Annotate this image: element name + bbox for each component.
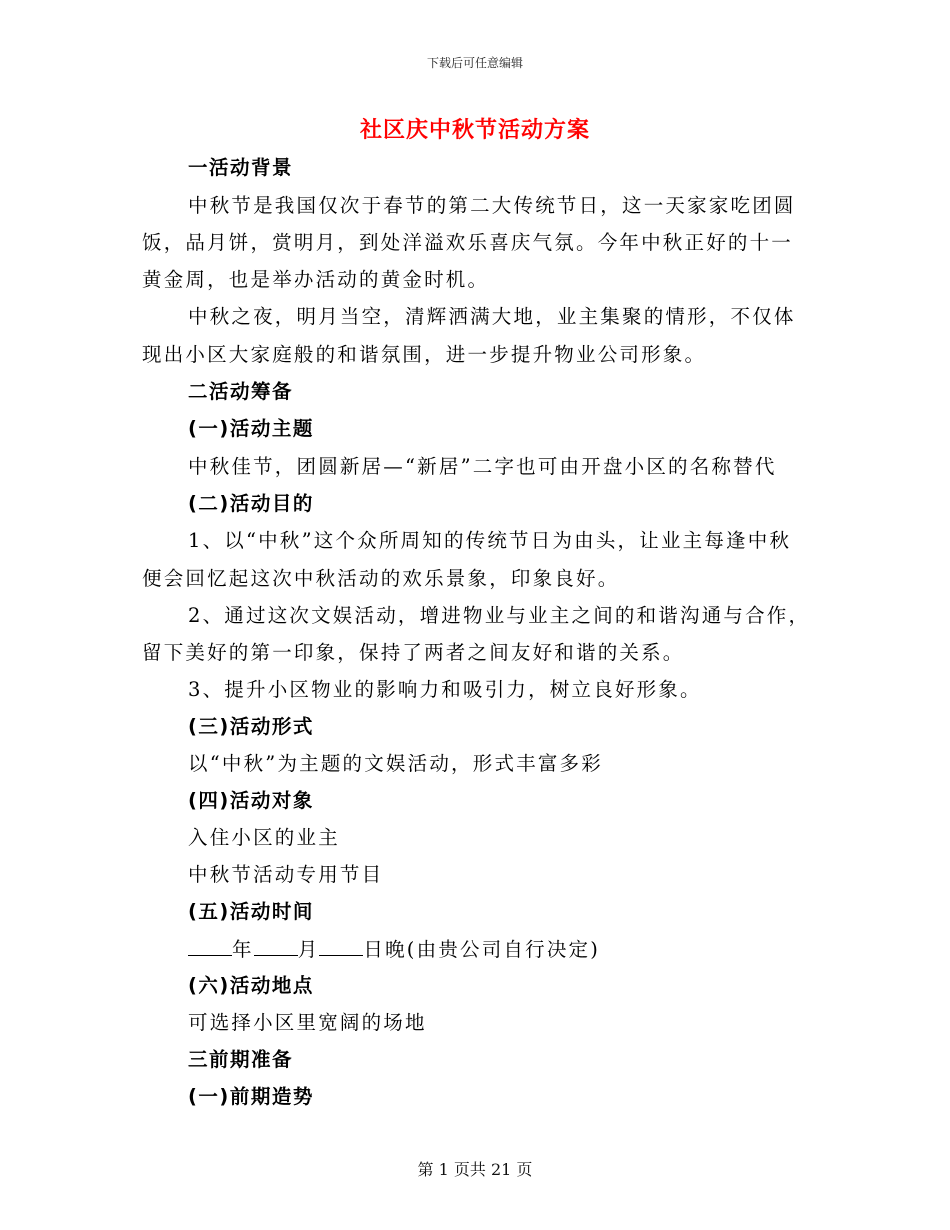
- paragraph-line: 3、提升小区物业的影响力和吸引力，树立良好形象。: [188, 678, 702, 701]
- paragraph-line: 黄金周，也是举办活动的黄金时机。: [142, 268, 490, 291]
- paragraph-line: 中秋佳节，团圆新居—“新居”二字也可由开盘小区的名称替代: [188, 455, 777, 478]
- day-blank: [319, 939, 363, 956]
- subsection-heading: (一)前期造势: [188, 1085, 314, 1108]
- header-note: 下载后可任意编辑: [426, 56, 523, 70]
- subsection-heading: (五)活动时间: [188, 900, 314, 923]
- year-label: 年: [232, 938, 254, 961]
- date-line: [188, 939, 600, 960]
- subsection-heading: (二)活动目的: [188, 492, 314, 515]
- section-heading: 一活动背景: [188, 156, 294, 179]
- paragraph-line: 1、以“中秋”这个众所周知的传统节日为由头，让业主每逢中秋: [188, 529, 792, 552]
- document-title: 社区庆中秋节活动方案: [359, 118, 590, 143]
- year-blank: [188, 939, 232, 956]
- paragraph-line: 现出小区大家庭般的和谐氛围，进一步提升物业公司形象。: [142, 343, 707, 366]
- paragraph-line: 便会回忆起这次中秋活动的欢乐景象，印象良好。: [142, 567, 620, 590]
- paragraph-line: 可选择小区里宽阔的场地: [188, 1011, 427, 1034]
- paragraph-line: 中秋之夜，明月当空，清辉洒满大地，业主集聚的情形，不仅体: [188, 305, 796, 328]
- paragraph-line: 饭，品月饼，赏明月，到处洋溢欢乐喜庆气氛。今年中秋正好的十一: [142, 231, 794, 254]
- subsection-heading: (三)活动形式: [188, 715, 314, 738]
- month-blank: [254, 939, 298, 956]
- subsection-heading: (四)活动对象: [188, 789, 314, 812]
- paragraph-line: 2、通过这次文娱活动，增进物业与业主之间的和谐沟通与合作，: [188, 604, 811, 627]
- day-label: 日晚(由贵公司自行决定): [363, 938, 601, 961]
- page-footer: 第 1 页共 21 页: [417, 1160, 533, 1179]
- paragraph-line: 入住小区的业主: [188, 826, 340, 849]
- paragraph-line: 以“中秋”为主题的文娱活动，形式丰富多彩: [188, 752, 603, 775]
- paragraph-line: 留下美好的第一印象，保持了两者之间友好和谐的关系。: [142, 641, 685, 664]
- section-heading: 二活动筹备: [188, 380, 294, 403]
- subsection-heading: (一)活动主题: [188, 417, 314, 440]
- paragraph-line: 中秋节是我国仅次于春节的第二大传统节日，这一天家家吃团圆: [188, 194, 796, 217]
- subsection-heading: (六)活动地点: [188, 974, 314, 997]
- paragraph-line: 中秋节活动专用节目: [188, 863, 384, 886]
- month-label: 月: [297, 938, 320, 961]
- section-heading: 三前期准备: [188, 1048, 294, 1071]
